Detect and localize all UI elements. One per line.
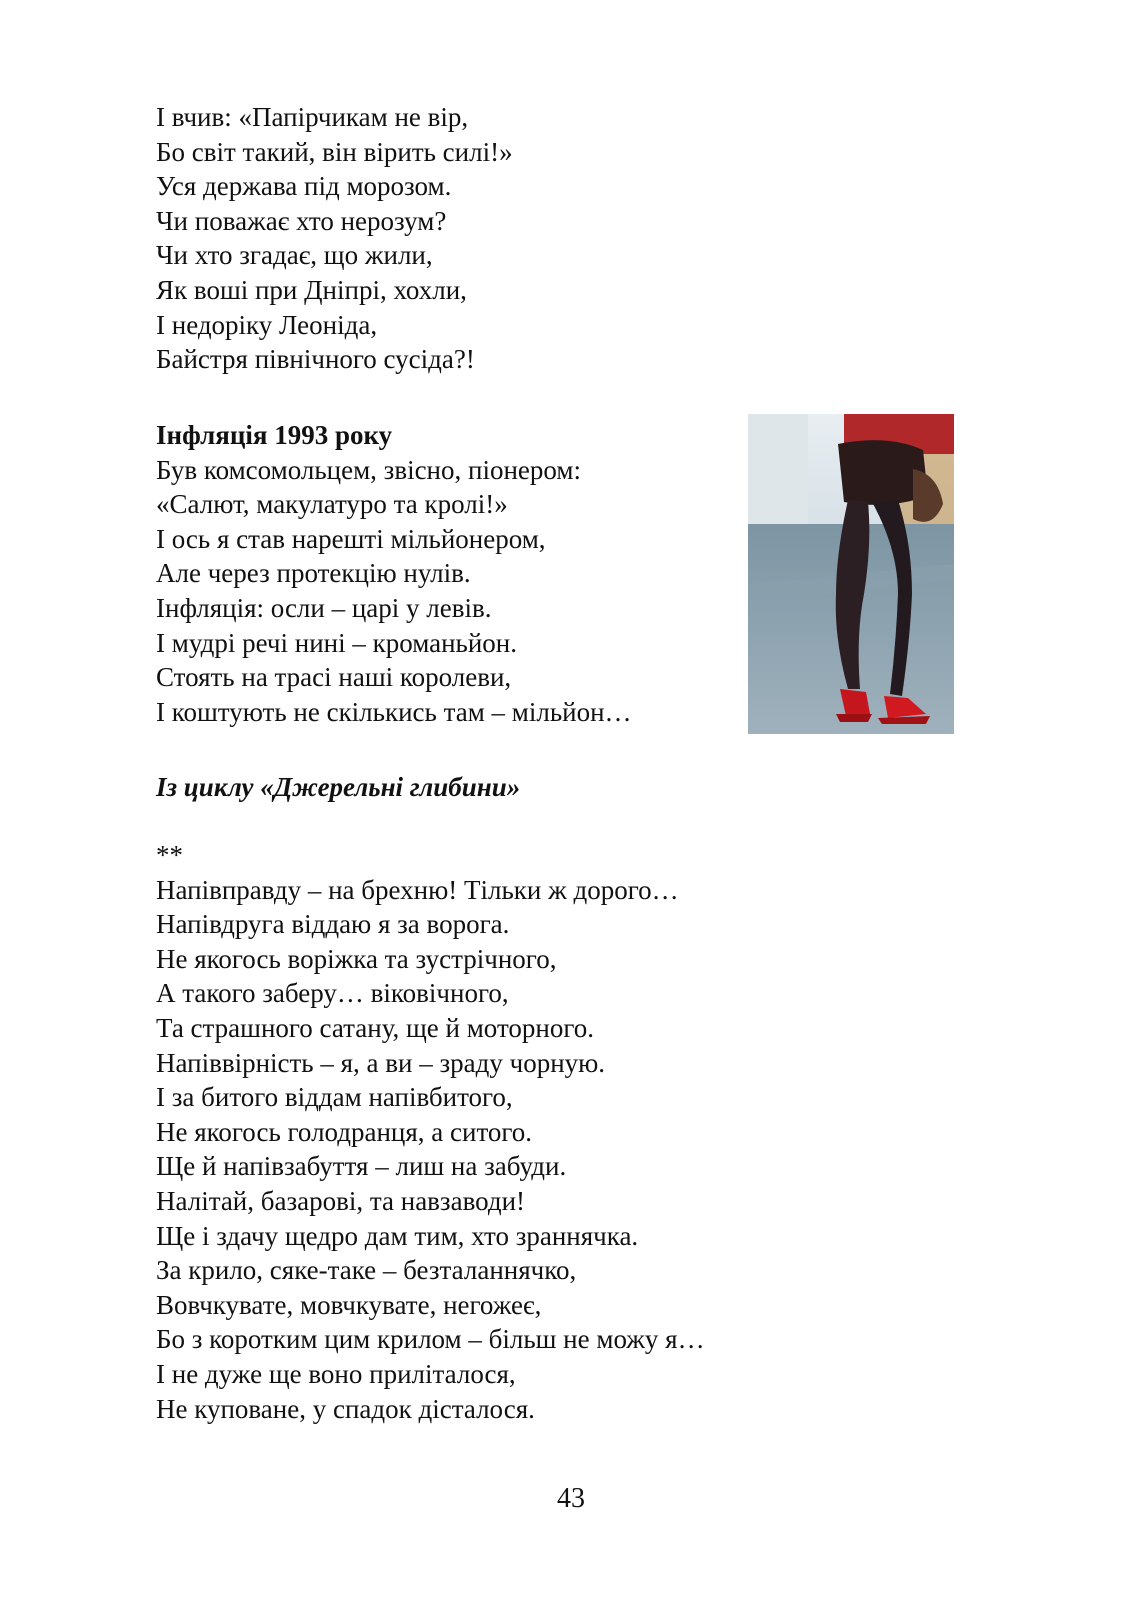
poem-halftruth: [156, 838, 796, 1426]
poem-line: Бо з коротким цим крилом – більш не можу я…: [156, 1324, 705, 1355]
poem-line: Ще і здачу щедро дам тим, хто зраннячка.: [156, 1220, 639, 1251]
poem-line: Вовчкувате, мовчкувате, негожеє,: [156, 1289, 542, 1320]
page-number: 43: [557, 1483, 585, 1514]
poem-line: Не якогось голодранця, а ситого.: [156, 1116, 533, 1147]
poem-line: Байстря північного сусіда?!: [156, 344, 475, 375]
poem-line: І за битого віддам напівбитого,: [156, 1082, 513, 1113]
poem-line: Напіввірність – я, а ви – зраду чорную.: [156, 1047, 606, 1078]
poem-line: Чи хто згадає, що жили,: [156, 240, 433, 271]
poem-line: Не якогось воріжка та зустрічного,: [156, 943, 557, 974]
poem-line: За крило, сяке-таке – безталаннячко,: [156, 1255, 577, 1286]
legs-red-heels-image: [748, 414, 954, 734]
poem-line: Напівдруга віддаю я за ворога.: [156, 909, 510, 940]
poem-line: Чи поважає хто нерозум?: [156, 205, 447, 236]
poem-line: Був комсомольцем, звісно, піонером:: [156, 454, 581, 485]
poem-line: І недоріку Леоніда,: [156, 309, 378, 340]
poem-marker: **: [156, 840, 183, 870]
poem-line: Та страшного сатану, ще й моторного.: [156, 1012, 594, 1043]
poem-line: І ось я став нарешті мільйонером,: [156, 523, 546, 554]
poem-line: Уся держава під морозом.: [156, 171, 452, 202]
poem-line: І мудрі речі нині – кроманьйон.: [156, 627, 518, 658]
poem-inflation: [156, 418, 796, 729]
poem-line: Напівправду – на брехню! Тільки ж дорого…: [156, 874, 679, 905]
poem-line: Стоять на трасі наші королеви,: [156, 662, 512, 693]
poem-line: Як воші при Дніпрі, хохли,: [156, 274, 467, 305]
poem-line: Бо світ такий, він вірить силі!»: [156, 136, 513, 167]
cycle-heading-block: [156, 770, 796, 805]
poem-line: Не куповане, у спадок дісталося.: [156, 1393, 535, 1424]
poem-line: І не дуже ще воно приліталося,: [156, 1358, 516, 1389]
poem-line: І вчив: «Папірчикам не вір,: [156, 102, 469, 132]
cycle-title: Із циклу «Джерельні глибини»: [156, 772, 521, 802]
poem-line: «Салют, макулатуро та кролі!»: [156, 489, 508, 520]
poem-line: Налітай, базарові, та навзаводи!: [156, 1185, 526, 1216]
poem-line: Інфляція: осли – царі у левів.: [156, 592, 492, 623]
poem-line: Ще й напівзабуття – лиш на забуди.: [156, 1151, 567, 1182]
poem-title: Інфляція 1993 року: [156, 420, 393, 450]
poem-line: І коштують не скількись там – мільйон…: [156, 696, 632, 727]
poem-line: Але через протекцію нулів.: [156, 558, 471, 589]
illustration-photo: [748, 414, 954, 734]
poem-line: А такого заберу… віковічного,: [156, 978, 509, 1009]
poem-fragment: [156, 100, 796, 377]
